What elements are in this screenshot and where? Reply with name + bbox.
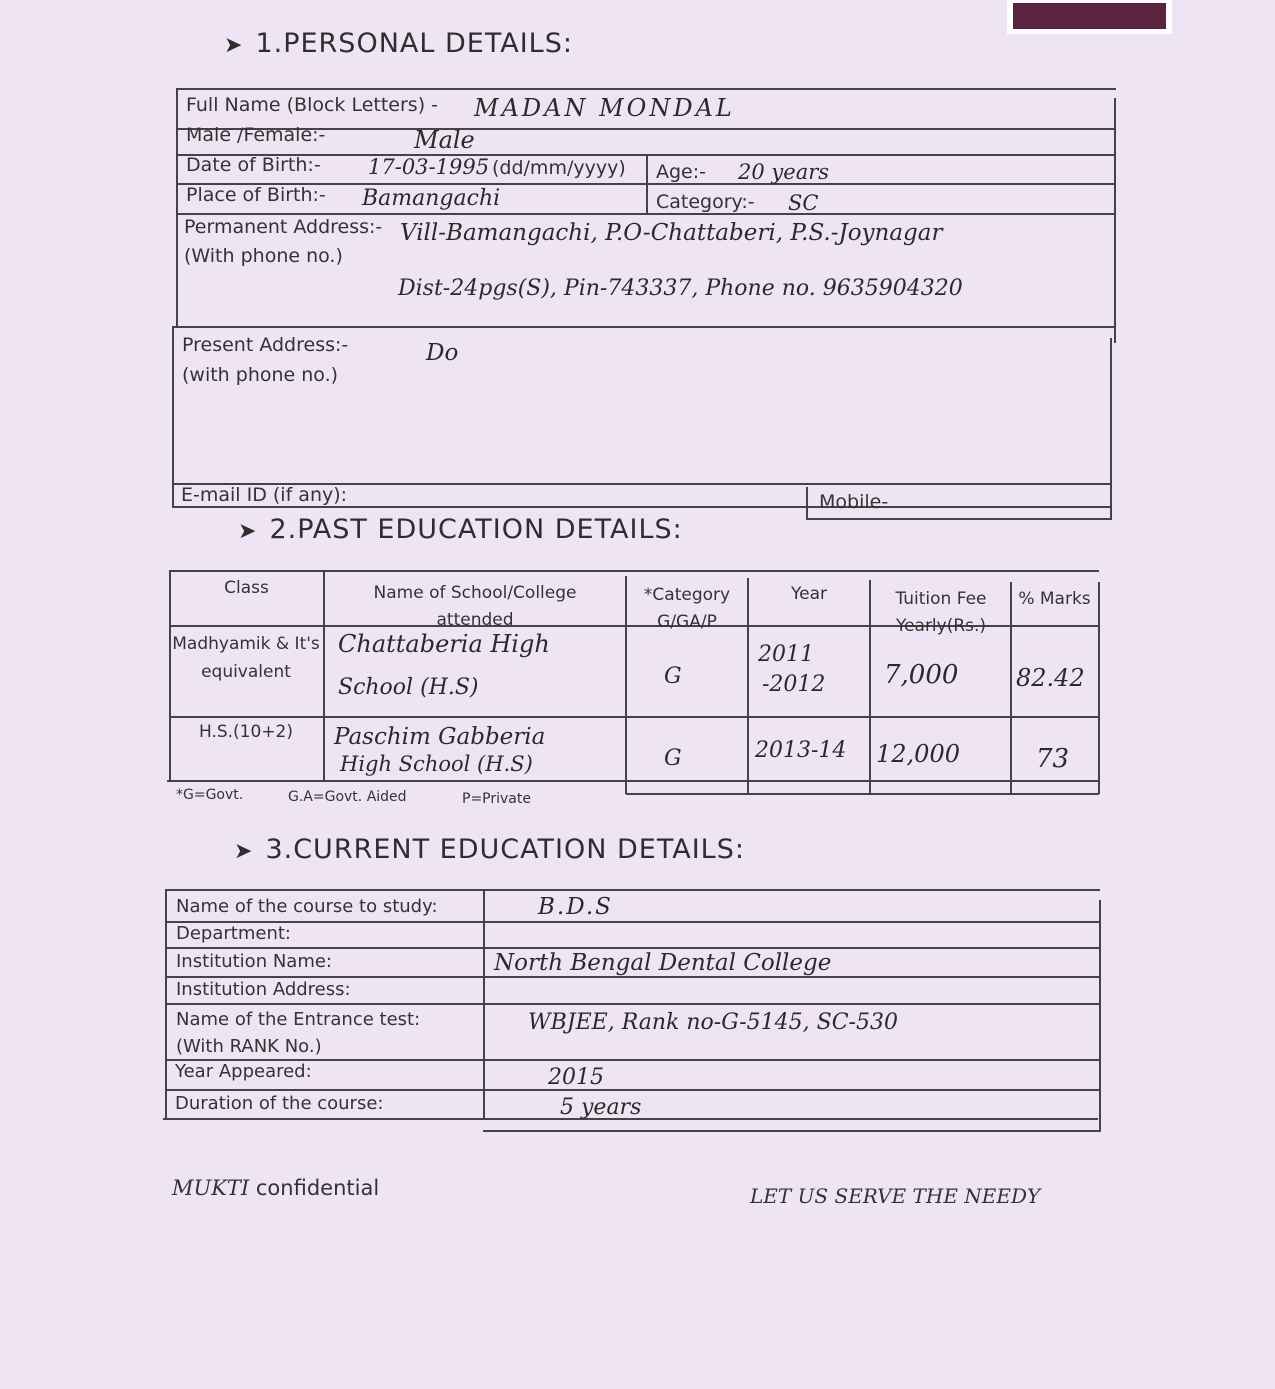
dob-format: (dd/mm/yyyy) (492, 157, 626, 179)
row2-school-line2: High School (H.S) (340, 752, 533, 776)
header-fee: Tuition Fee Yearly(Rs.) (895, 589, 987, 636)
institution-name-label: Institution Name: (176, 951, 332, 972)
gender-label: Male /Female:- (186, 124, 326, 146)
row2-marks: 73 (1036, 744, 1070, 774)
row1-fee: 7,000 (884, 660, 959, 690)
duration-label: Duration of the course: (175, 1093, 384, 1114)
row1-category: G (664, 664, 682, 689)
duration-value: 5 years (560, 1095, 642, 1120)
mobile-label: Mobile- (819, 491, 889, 513)
personal-details-heading: ➤ 1.PERSONAL DETAILS: (224, 28, 573, 59)
permanent-address-line1: Vill-Bamangachi, P.O-Chattaberi, P.S.-Joynagar (400, 220, 943, 246)
entrance-test-label: Name of the Entrance test: (With RANK No.) (176, 1009, 421, 1057)
institution-name-value: North Bengal Dental College (494, 950, 832, 976)
current-education-heading: ➤ 3.CURRENT EDUCATION DETAILS: (234, 834, 745, 865)
legend-govt-aided: G.A=Govt. Aided (288, 789, 407, 805)
header-category: *Category G/GA/P (643, 585, 731, 632)
department-label: Department: (176, 923, 291, 944)
footer-slogan: LET US SERVE THE NEEDY (750, 1184, 1041, 1208)
row2-school-line1: Paschim Gabberia (334, 724, 546, 750)
legend-private: P=Private (462, 791, 531, 807)
dob-value: 17-03-1995 (368, 155, 490, 179)
permanent-address-sublabel: (With phone no.) (184, 245, 343, 267)
institution-address-label: Institution Address: (176, 979, 351, 1000)
email-label: E-mail ID (if any): (181, 484, 348, 506)
photo-image (1013, 3, 1166, 29)
permanent-address-label: Permanent Address:- (184, 216, 383, 238)
footer-confidential: confidential (255, 1176, 380, 1200)
applicant-photo (1007, 0, 1172, 34)
gender-value: Male (414, 126, 475, 154)
footer-org: MUKTI (172, 1176, 250, 1200)
past-education-heading: ➤ 2.PAST EDUCATION DETAILS: (238, 514, 683, 545)
age-label: Age:- (656, 161, 707, 183)
arrow-icon: ➤ (224, 33, 244, 58)
year-appeared-value: 2015 (548, 1065, 604, 1090)
footer-left (172, 1176, 379, 1200)
row2-fee: 12,000 (876, 740, 960, 768)
header-marks: % Marks (1018, 589, 1091, 609)
full-name-value: MADAN MONDAL (474, 94, 735, 122)
arrow-icon: ➤ (238, 519, 258, 544)
row1-year-line2: -2012 (762, 672, 826, 697)
pob-label: Place of Birth:- (186, 184, 326, 206)
row1-class: Madhyamik & It's equivalent (172, 634, 320, 682)
year-appeared-label: Year Appeared: (175, 1061, 312, 1082)
row1-year-line1: 2011 (758, 642, 814, 667)
pob-value: Bamangachi (362, 186, 501, 211)
age-value: 20 years (738, 160, 830, 184)
course-label: Name of the course to study: (176, 896, 438, 917)
present-address-label: Present Address:- (182, 334, 349, 356)
entrance-test-value: WBJEE, Rank no-G-5145, SC-530 (528, 1010, 898, 1035)
present-address-sublabel: (with phone no.) (182, 364, 339, 386)
row2-class: H.S.(10+2) (198, 722, 294, 742)
legend-govt: *G=Govt. (176, 787, 244, 803)
row1-school-line1: Chattaberia High (338, 630, 550, 658)
row2-year-line1: 2013-14 (755, 738, 847, 763)
header-school: Name of School/College attended (373, 583, 577, 630)
category-label: Category:- (656, 191, 755, 213)
full-name-label: Full Name (Block Letters) - (186, 94, 439, 116)
header-class: Class (224, 578, 269, 598)
header-year: Year (791, 584, 827, 604)
permanent-address-line2: Dist-24pgs(S), Pin-743337, Phone no. 9635904320 (398, 276, 963, 301)
row1-marks: 82.42 (1016, 664, 1085, 692)
course-value: B.D.S (538, 894, 613, 920)
row1-school-line2: School (H.S) (338, 675, 479, 700)
dob-label: Date of Birth:- (186, 154, 321, 176)
category-value: SC (788, 191, 819, 215)
present-address-value: Do (426, 340, 459, 366)
row2-category: G (664, 746, 682, 771)
arrow-icon: ➤ (234, 839, 254, 864)
